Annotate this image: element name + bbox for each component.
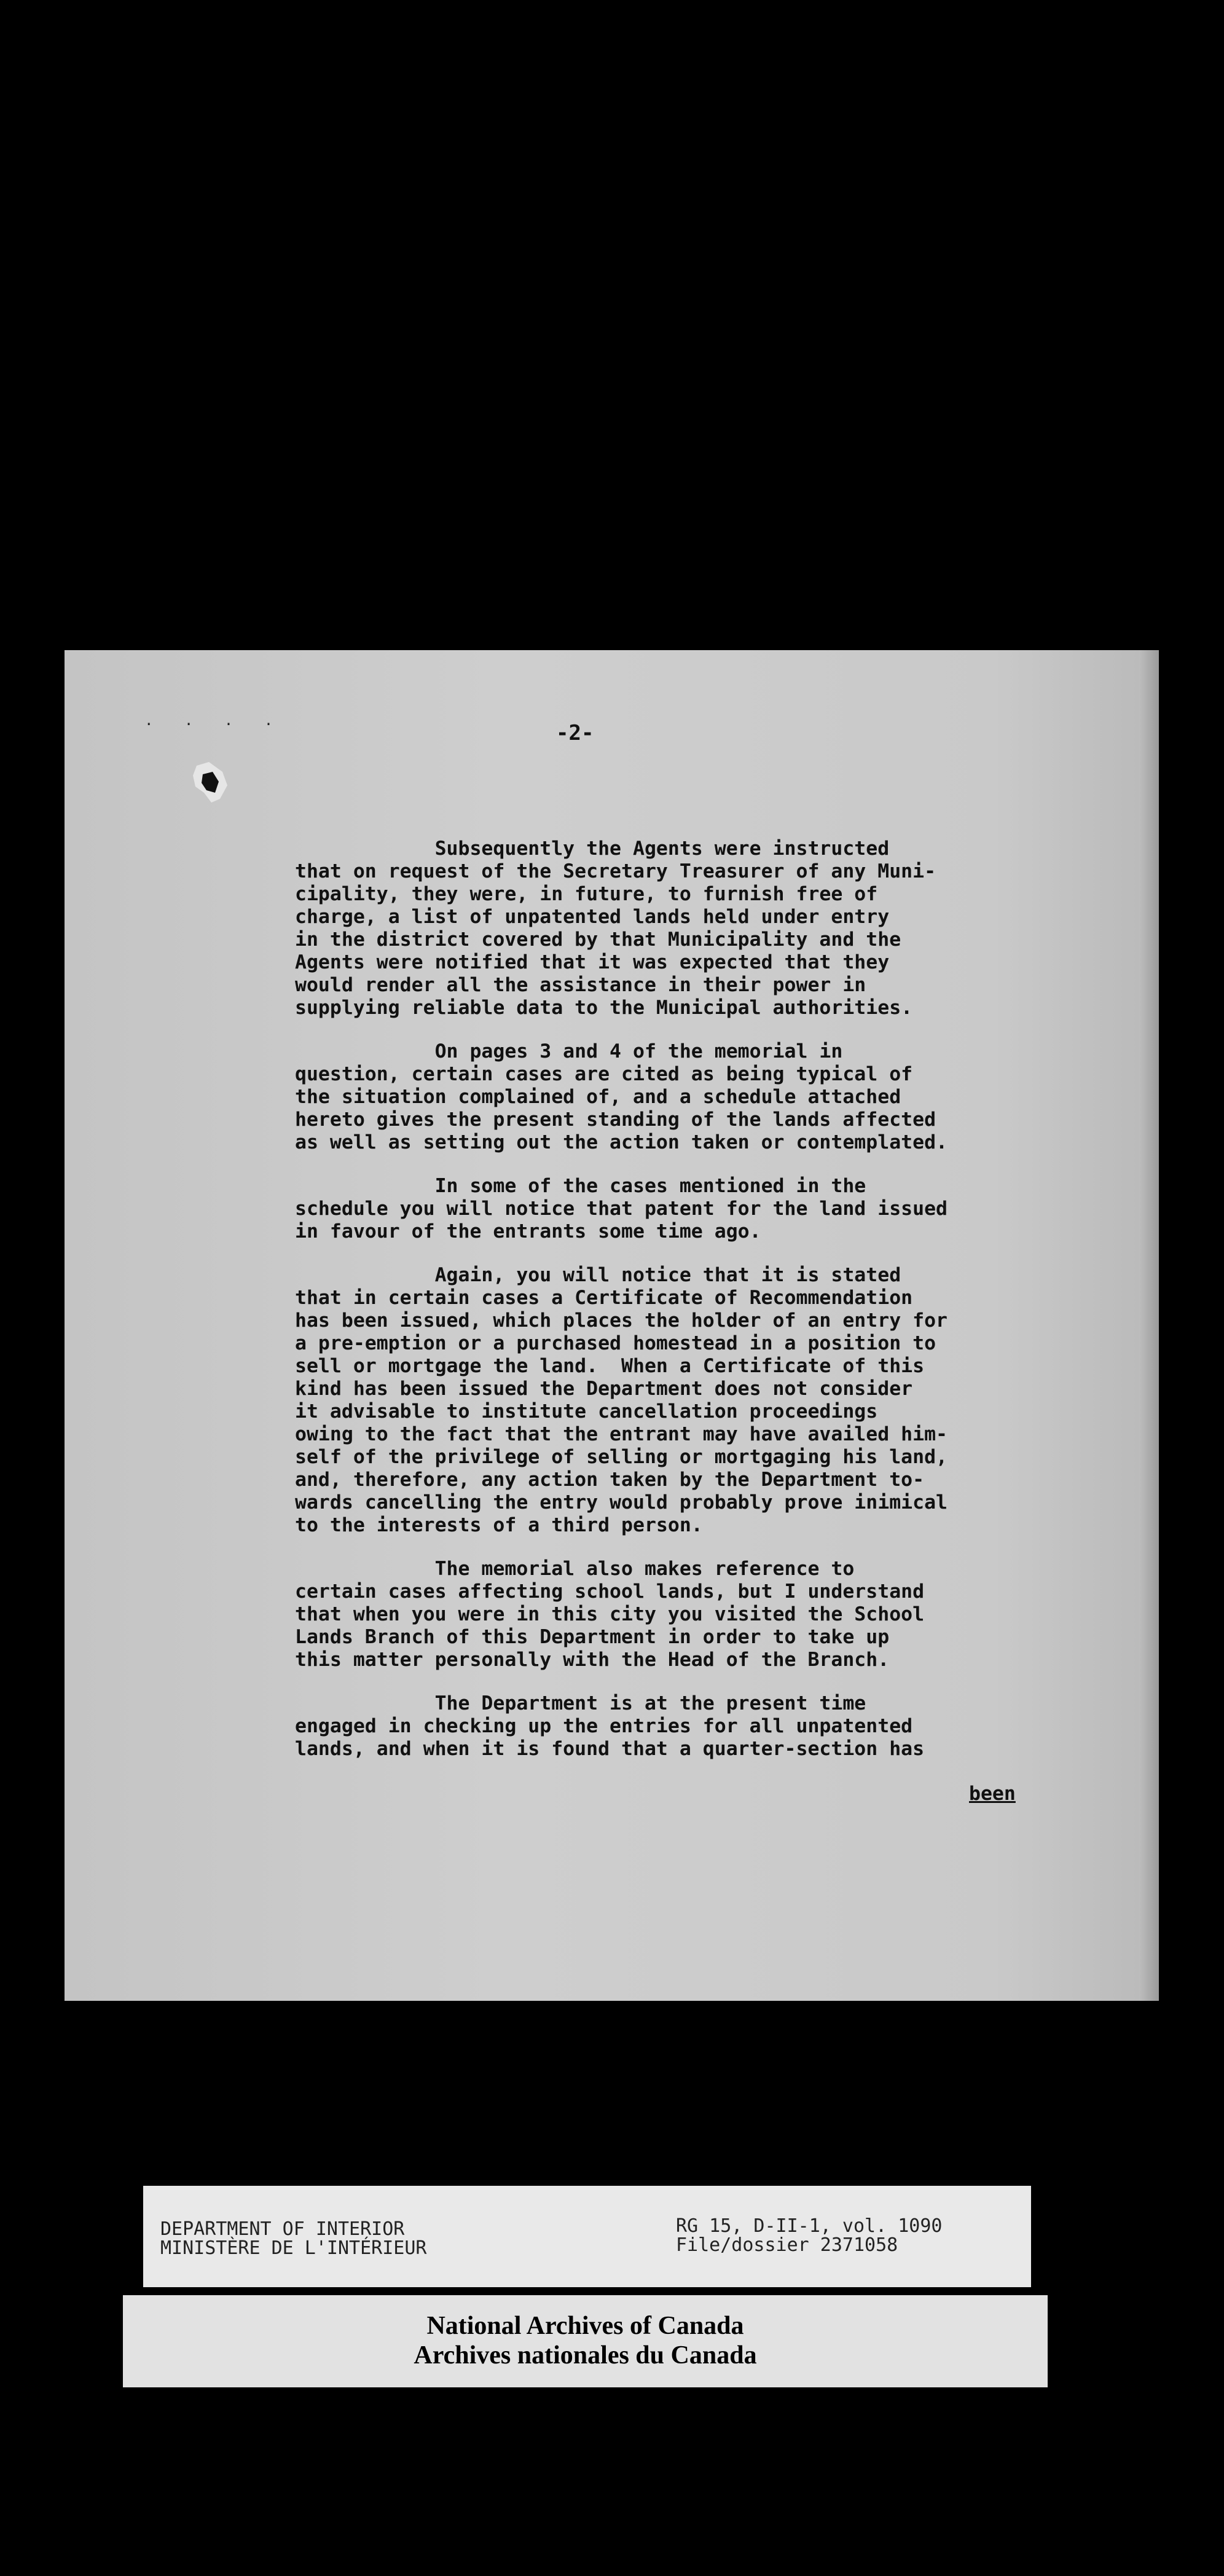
document-page [65,650,1159,2001]
department-en: DEPARTMENT OF INTERIOR [160,2218,405,2240]
paragraph: The memorial also makes reference to certain cases affecting school lands, but I understand that when you were in this city you visited the School Lands Branch of this Department in order to take up this matter personally with the Head of the Branch. [295,1558,925,1671]
department-names [160,2220,426,2258]
file-number: File/dossier 2371058 [676,2234,898,2256]
reference-numbers [676,2217,942,2255]
paragraph: Again, you will notice that it is stated that in certain cases a Certificate of Recommendation has been issued, which places the holder of an entry for a pre-emption or a purchased homestead in a position to sell or mortgage the land. When a Certificate of this kind has been issued the Department does not consider it advisable to institute cancellation proceedings owing to the fact that the entrant may have availed him- self of the privilege of selling or mortgaging his land, and, therefore, any action taken by the Department to- wards cancelling the entry would probably prove inimical to the interests of a third person. [295,1264,948,1536]
archives-banner [123,2295,1048,2387]
punch-hole-mark [190,761,229,804]
archive-reference-label [143,2186,1031,2287]
letter-body [295,838,1131,1781]
page-number: -2- [556,721,594,745]
department-fr: MINISTÈRE DE L'INTÉRIEUR [160,2237,427,2259]
record-group-reference: RG 15, D-II-1, vol. 1090 [676,2215,943,2237]
archives-name-fr: Archives nationales du Canada [414,2341,757,2370]
paragraph: The Department is at the present time engaged in checking up the entries for all unpatented lands, and when it is found that a quarter-section has [295,1692,925,1760]
margin-marks: . . . . [144,712,284,729]
archives-name-en: National Archives of Canada [426,2312,744,2340]
page-edge-shadow [1139,650,1159,2001]
paragraph: In some of the cases mentioned in the schedule you will notice that patent for the land issued in favour of the entrants some time ago. [295,1175,948,1243]
paragraph: Subsequently the Agents were instructed that on request of the Secretary Treasurer of any Muni- cipality, they were, in future, to furnish free of charge, a list of unpatented lands held under entry in the district covered by that Municipality and the Agents were notified that it was expected that they would render all the assistance in their power in supplying reliable data to the Municipal authorities. [295,838,936,1019]
catchword: been [969,1783,1016,1805]
paragraph: On pages 3 and 4 of the memorial in question, certain cases are cited as being typical of the situation complained of, and a schedule attached hereto gives the present standing of the lands affected as well as setting out the action taken or contemplated. [295,1040,948,1153]
